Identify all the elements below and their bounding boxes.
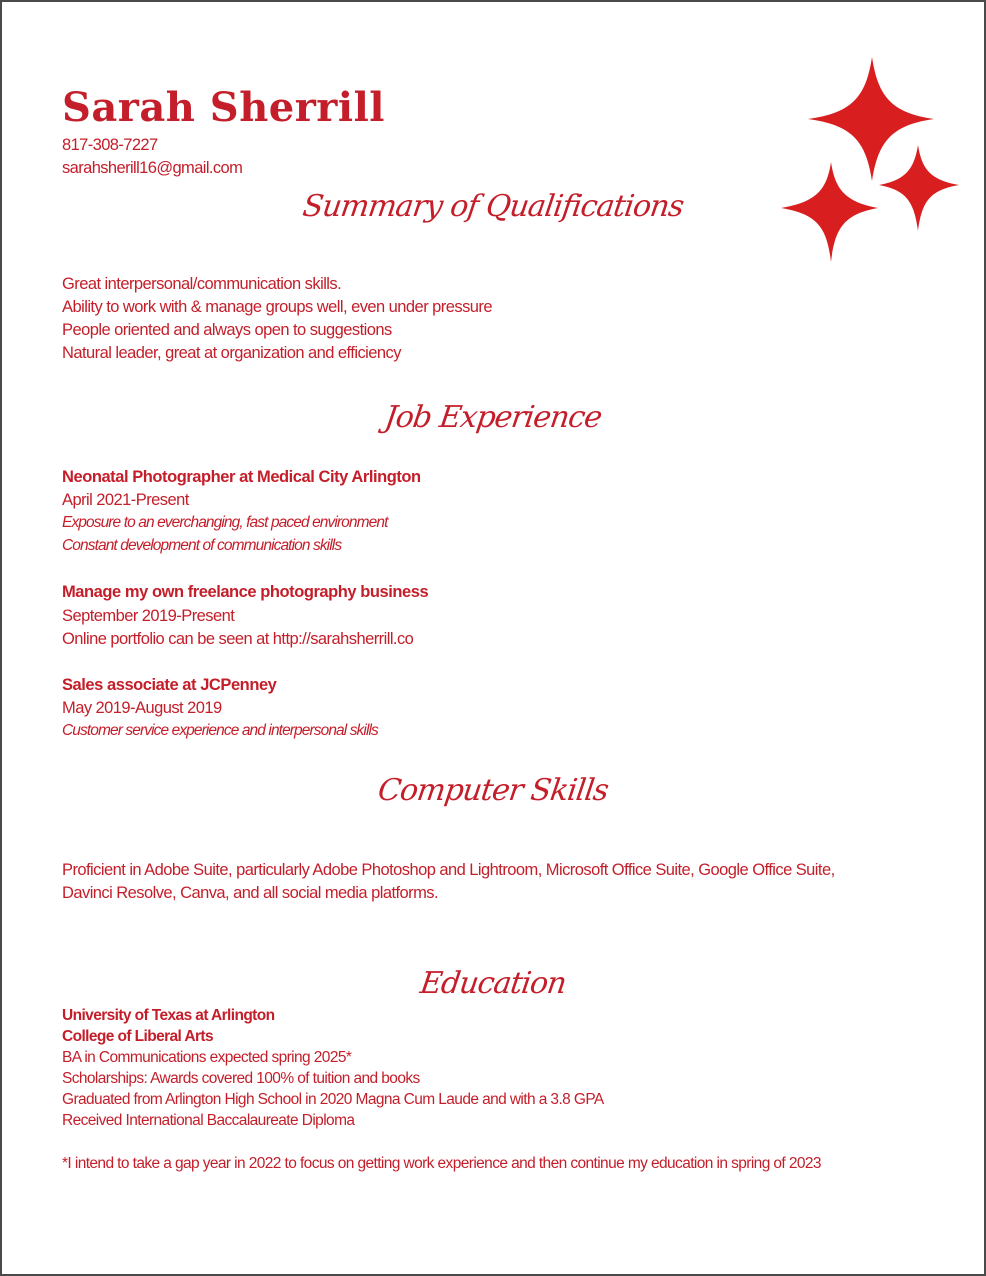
education-footnote: *I intend to take a gap year in 2022 to focus on getting work experience and then continue my education in spring of 2023	[62, 1155, 821, 1172]
school-name: University of Texas at Arlington	[62, 1007, 275, 1024]
job-detail: Online portfolio can be seen at http://sarahsherrill.co	[62, 630, 414, 648]
job-dates: September 2019-Present	[62, 607, 235, 625]
skills-text: Proficient in Adobe Suite, particularly Adobe Photoshop and Lightroom, Microsoft Office Suite, Google Office Suite,	[62, 861, 835, 879]
summary-item: Natural leader, great at organization and efficiency	[62, 344, 401, 362]
education-detail: Received International Baccalaureate Diploma	[62, 1112, 355, 1129]
job-title: Sales associate at JCPenney	[62, 676, 277, 694]
education-detail: Graduated from Arlington High School in 2020 Magna Cum Laude and with a 3.8 GPA	[62, 1091, 604, 1108]
education-detail: Scholarships: Awards covered 100% of tuition and books	[62, 1070, 420, 1087]
resume-page	[2, 2, 984, 1274]
skills-text: Davinci Resolve, Canva, and all social media platforms.	[62, 884, 439, 902]
job-detail: Constant development of communication skills	[62, 537, 342, 554]
college-name: College of Liberal Arts	[62, 1028, 213, 1045]
job-detail: Exposure to an everchanging, fast paced environment	[62, 514, 388, 531]
summary-item: People oriented and always open to suggestions	[62, 321, 392, 339]
job-title: Neonatal Photographer at Medical City Arlington	[62, 468, 421, 486]
applicant-name: Sarah Sherrill	[62, 84, 385, 131]
summary-heading: Summary of Qualifications	[300, 189, 686, 224]
job-detail: Customer service experience and interpersonal skills	[62, 722, 378, 739]
summary-item: Great interpersonal/communication skills.	[62, 275, 342, 293]
summary-item: Ability to work with & manage groups well, even under pressure	[62, 298, 492, 316]
experience-heading: Job Experience	[382, 400, 604, 435]
email-address: sarahsherill16@gmail.com	[62, 159, 243, 177]
education-detail: BA in Communications expected spring 2025*	[62, 1049, 352, 1066]
job-dates: April 2021-Present	[62, 491, 189, 509]
job-dates: May 2019-August 2019	[62, 699, 222, 717]
job-title: Manage my own freelance photography business	[62, 583, 429, 601]
education-heading: Education	[417, 966, 569, 1001]
phone-number: 817-308-7227	[62, 136, 158, 154]
sparkle-stars-icon	[777, 57, 967, 267]
skills-heading: Computer Skills	[375, 773, 611, 808]
